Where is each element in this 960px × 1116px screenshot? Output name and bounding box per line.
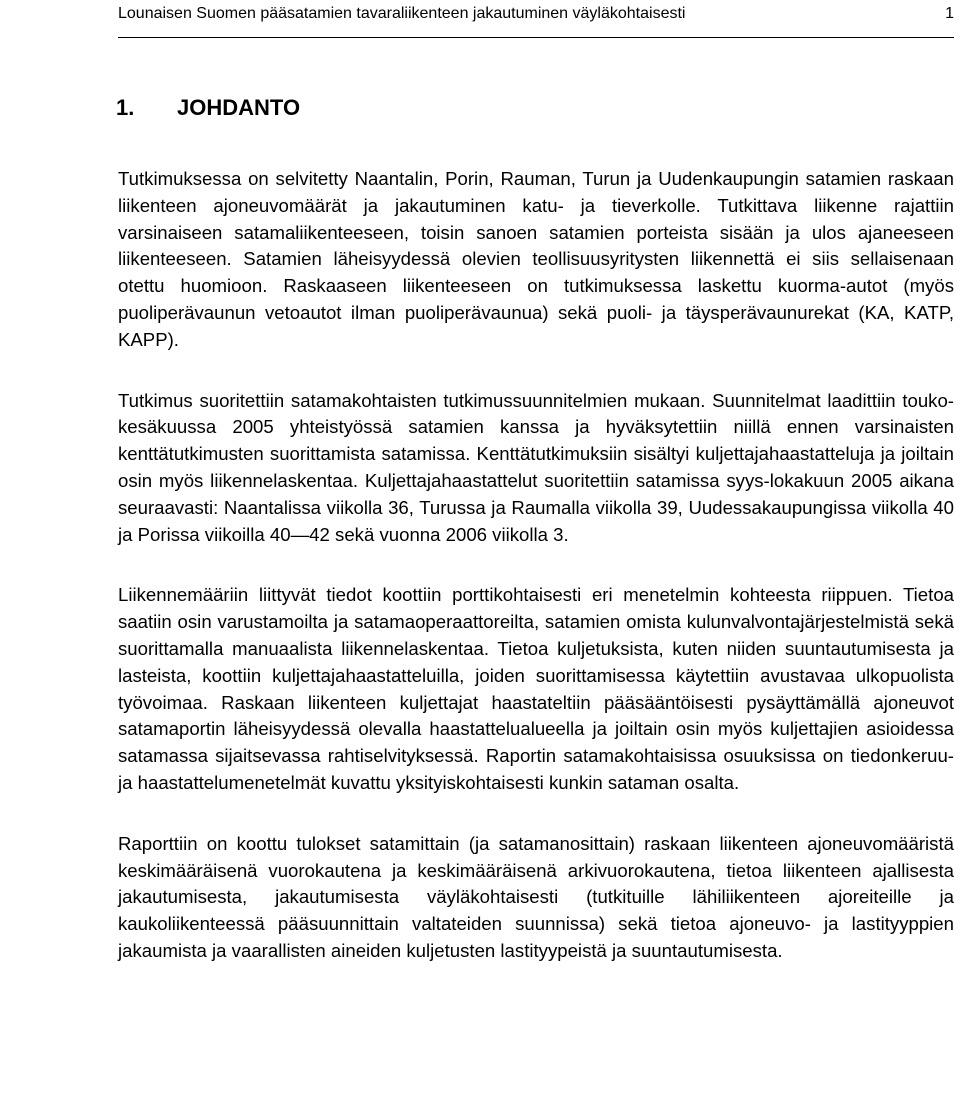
page-number: 1	[945, 5, 954, 22]
section-number: 1.	[116, 95, 135, 120]
paragraph: Tutkimuksessa on selvitetty Naantalin, Porin, Rauman, Turun ja Uudenkaupungin satamien raskaan liikenteen ajoneuvomäärät ja jakautuminen katu- ja tieverkolle. Tutkittava liikenne rajattiin varsinaiseen satamaliikenteeseen, toisin sanoen satamien porteista sisään ja ulos ajaneeseen liikenteeseen. Satamien läheisyydessä olevien teollisuusyritysten liikennettä ei siis sellaisenaan otettu huomioon. Raskaaseen liikenteeseen on tutkimuksessa laskettu kuorma-autot (myös puoliperävaunun vetoautot ilman puoliperävaunua) sekä puoli- ja täysperävaunurekat (KA, KATP, KAPP).	[118, 168, 954, 350]
paragraph: Tutkimus suoritettiin satamakohtaisten tutkimussuunnitelmien mukaan. Suunnitelmat laadittiin touko-kesäkuussa 2005 yhteistyössä satamien kanssa ja hyväksytettiin niillä ennen varsinaisten kenttätutkimusten suorittamista satamissa. Kenttätutkimuksiin sisältyi kuljettajahaastatteluja ja joiltain osin myös liikennelaskentaa. Kuljettajahaastattelut suoritettiin satamissa syys-lokakuun 2005 aikana seuraavasti: Naantalissa viikolla 36, Turussa ja Raumalla viikolla 39, Uudessakaupungissa viikolla 40 ja Porissa viikoilla 40—42 sekä vuonna 2006 viikolla 3.	[118, 389, 954, 545]
document-title: Lounaisen Suomen pääsatamien tavaraliikenteen jakautuminen väyläkohtaisesti	[118, 5, 686, 22]
paragraph: Raporttiin on koottu tulokset satamittain (ja satamanosittain) raskaan liikenteen ajoneuvomääristä keskimääräisenä vuorokautena ja keskimääräisenä arkivuorokautena, tietoa liikenteen ajallisesta jakautumisesta, jakautumisesta väyläkohtaisesti (tutkituille lähiliikenteen ajoreiteille ja kaukoliikenteessä pääsuunnittain valtateiden suunnissa) sekä tietoa ajoneuvo- ja lastityyppien jakaumista ja vaarallisten aineiden kuljetusten lastityypeistä ja suuntautumisesta.	[118, 832, 954, 961]
page-header	[118, 4, 954, 24]
header-divider	[118, 37, 954, 38]
paragraph: Liikennemääriin liittyvät tiedot koottiin porttikohtaisesti eri menetelmin kohteesta riippuen. Tietoa saatiin osin varustamoilta ja satamaoperaattoreilta, satamien omista kulunvalvontajärjestelmistä sekä suorittamalla manuaalista liikennelaskentaa. Tietoa kuljetuksista, kuten niiden suuntautumisesta ja lasteista, koottiin kuljettajahaastatteluilla, joiden suorittamisessa käytettiin avustavaa ulkopuolista työvoimaa. Raskaan liikenteen kuljettajat haastateltiin pääsääntöisesti pysäyttämällä ajoneuvot satamaportin läheisyydessä olevalla haastattelualueella ja joiltain osin myös kuljettajien asioidessa satamassa sijaitsevassa rahtiselvityksessä. Raportin satamakohtaisissa osuuksissa on tiedonkeruu- ja haastattelumenetelmät kuvattu yksityiskohtaisesti kunkin sataman osalta.	[118, 584, 954, 793]
section-title: JOHDANTO	[177, 95, 301, 120]
section-heading	[116, 93, 300, 123]
body-text	[118, 166, 954, 999]
